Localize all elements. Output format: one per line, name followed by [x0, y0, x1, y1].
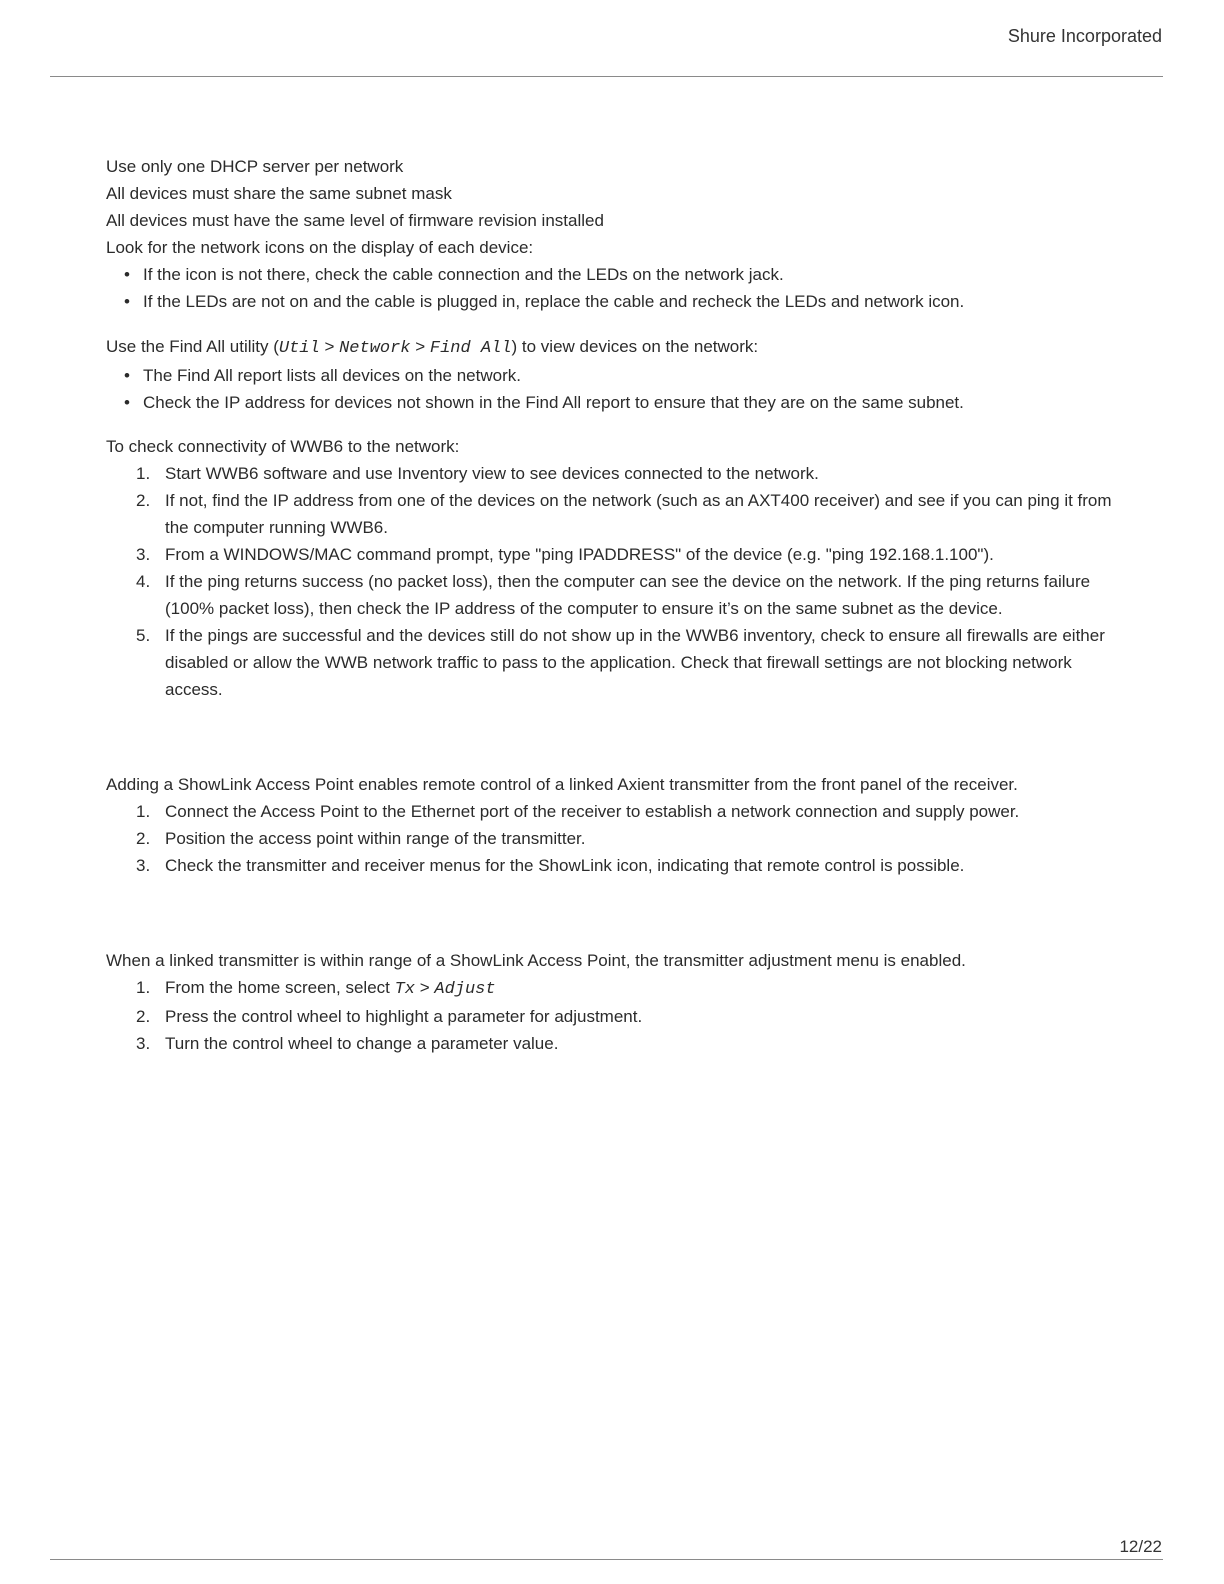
showlink-intro: Adding a ShowLink Access Point enables remote control of a linked Axient transmitter from the front panel of the receiver.	[106, 775, 1018, 794]
step-number: 1.	[136, 978, 151, 997]
adjust-intro: When a linked transmitter is within range of a ShowLink Access Point, the transmitter adjustment menu is enabled.	[106, 951, 966, 970]
requirement-line: Use only one DHCP server per network	[106, 157, 404, 176]
menu-separator: >	[415, 978, 435, 997]
list-item	[106, 487, 1116, 541]
step-number: 3.	[136, 1034, 151, 1053]
list-item	[106, 460, 1116, 487]
connectivity-steps	[106, 460, 1116, 703]
showlink-steps	[106, 798, 1116, 879]
list-item	[106, 798, 1116, 825]
menu-path-util: Util	[278, 339, 320, 358]
step-text: Position the access point within range of the transmitter.	[165, 829, 586, 848]
list-item: • Check the IP address for devices not shown in the Find All report to ensure that they are on the same subnet.	[106, 389, 1116, 416]
step-number: 3.	[136, 856, 151, 875]
step-number: 5.	[136, 626, 151, 645]
menu-separator: >	[410, 337, 430, 356]
step-text: If the pings are successful and the devices still do not show up in the WWB6 inventory, check to ensure all firewalls are either disabled or allow the WWB network traffic to pass to the application. Check that firewall settings are not blocking network access.	[165, 626, 1105, 699]
list-item: • The Find All report lists all devices on the network.	[106, 362, 1116, 389]
requirement-line: Look for the network icons on the display of each device:	[106, 238, 534, 257]
footer-divider	[50, 1559, 1163, 1560]
step-number: 1.	[136, 802, 151, 821]
find-all-intro	[106, 333, 1116, 362]
list-item	[106, 825, 1116, 852]
step-text: Start WWB6 software and use Inventory view to see devices connected to the network.	[165, 464, 819, 483]
step-number: 2.	[136, 491, 151, 510]
step-text: If not, find the IP address from one of the devices on the network (such as an AXT400 receiver) and see if you can ping it from the computer running WWB6.	[165, 491, 1112, 537]
step-text: Check the transmitter and receiver menus for the ShowLink icon, indicating that remote control is possible.	[165, 856, 965, 875]
adjust-steps	[106, 974, 1116, 1057]
list-item: • If the icon is not there, check the cable connection and the LEDs on the network jack.	[106, 261, 1116, 288]
list-item	[106, 1003, 1116, 1030]
header-divider	[50, 76, 1163, 77]
find-all-intro-text: ) to view devices on the network:	[511, 337, 759, 356]
icon-check-list	[106, 261, 1116, 315]
step-text: Press the control wheel to highlight a parameter for adjustment.	[165, 1007, 643, 1026]
menu-path-network: Network	[339, 339, 411, 358]
find-all-list	[106, 362, 1116, 416]
list-item	[106, 974, 1116, 1003]
step-text: If the ping returns success (no packet loss), then the computer can see the device on the network. If the ping returns failure (100% packet loss), then check the IP address of the computer to ensure it’s on the same subnet as the device.	[165, 572, 1091, 618]
header-company-name: Shure Incorporated	[1007, 26, 1162, 46]
list-item	[106, 1030, 1116, 1057]
step-number: 2.	[136, 1007, 151, 1026]
page-number: 12/22	[1119, 1537, 1162, 1556]
requirement-line: All devices must share the same subnet mask	[106, 184, 452, 203]
step-number: 1.	[136, 464, 151, 483]
step-number: 2.	[136, 829, 151, 848]
step-number: 4.	[136, 572, 151, 591]
connectivity-intro: To check connectivity of WWB6 to the network:	[106, 437, 460, 456]
menu-path-find-all: Find All	[429, 339, 512, 358]
step-text: Turn the control wheel to change a parameter value.	[165, 1034, 559, 1053]
requirement-line: All devices must have the same level of firmware revision installed	[106, 211, 604, 230]
step-number: 3.	[136, 545, 151, 564]
step-text: From the home screen, select	[165, 978, 395, 997]
list-item	[106, 541, 1116, 568]
list-item	[106, 852, 1116, 879]
menu-path-tx: Tx	[394, 980, 415, 999]
step-text: Connect the Access Point to the Ethernet port of the receiver to establish a network connection and supply power.	[165, 802, 1020, 821]
find-all-intro-text: Use the Find All utility (	[106, 337, 279, 356]
step-text: From a WINDOWS/MAC command prompt, type "ping IPADDRESS" of the device (e.g. "ping 192.168.1.100").	[165, 545, 994, 564]
menu-path-adjust: Adjust	[434, 980, 496, 999]
menu-separator: >	[319, 337, 340, 356]
list-item	[106, 568, 1116, 622]
list-item: • If the LEDs are not on and the cable is plugged in, replace the cable and recheck the LEDs and network icon.	[106, 288, 1116, 315]
document-body	[106, 153, 1116, 1057]
list-item	[106, 622, 1116, 703]
